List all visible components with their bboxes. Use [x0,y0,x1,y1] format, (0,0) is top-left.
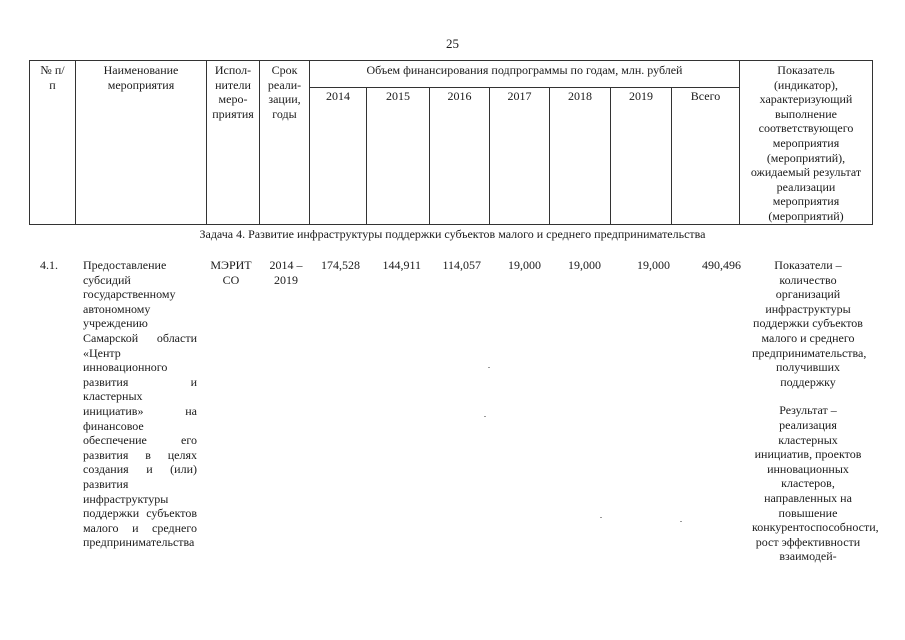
year-header-2016: 2016 [430,88,490,224]
scan-speck [600,517,602,518]
value-2018: 19,000 [568,258,601,272]
term: 2014 – 2019 [269,258,303,287]
result-paragraph: Результат – реализация кластерных инициатив, проектов инновационных кластеров, направленных на повышение конкурентоспособности, рост эффективности взаимодей- [752,403,879,564]
total-header: Всего [672,88,740,224]
measure-name: Предоставление субсидий государственному автономному учреждению Самарской области «Центр инновационного развития и кластерных инициатив» на финансовое обеспечение его развития в целях создания и (или) развития инфраструктуры поддержки субъектов малого и среднего предпринимательства [83,258,197,550]
value-total: 490,496 [702,258,741,272]
header-table [29,60,873,225]
year-header-2014: 2014 [310,88,367,224]
scan-speck [484,416,486,417]
value-2016: 114,057 [442,258,481,272]
year-header-2017: 2017 [490,88,550,224]
page-number: 25 [446,36,459,51]
executor: МЭРИТ СО [210,258,252,287]
col-funding-header: Объем финансирования подпрограммы по годам, млн. рублей [310,61,740,88]
scan-speck [488,367,490,368]
indicator-text [752,258,879,564]
indicator-paragraph: Показатели – количество организаций инфраструктуры поддержки субъектов малого и среднего предпринимательства, получивших поддержку [752,258,867,389]
value-2014: 174,528 [321,258,360,272]
col-term-header: Срок реали-зации, годы [260,61,310,225]
year-header-2019: 2019 [611,88,672,224]
task-heading: Задача 4. Развитие инфраструктуры поддержки субъектов малого и среднего предпринимательства [199,227,706,241]
col-no-header: № п/п [30,61,76,225]
value-2015: 144,911 [382,258,421,272]
col-indicator-header: Показатель (индикатор), характеризующий выполнение соответствующего мероприятия (мероприятий), ожидаемый результат реализации мероприятия (мероприятий) [740,61,873,225]
value-2017: 19,000 [508,258,541,272]
value-2019: 19,000 [637,258,670,272]
col-name-header: Наименование мероприятия [76,61,207,225]
scan-speck [680,521,682,522]
row-number: 4.1. [40,258,58,272]
year-header-2018: 2018 [550,88,611,224]
year-header-2015: 2015 [367,88,430,224]
col-exec-header: Испол-нители меро-приятия [207,61,260,225]
